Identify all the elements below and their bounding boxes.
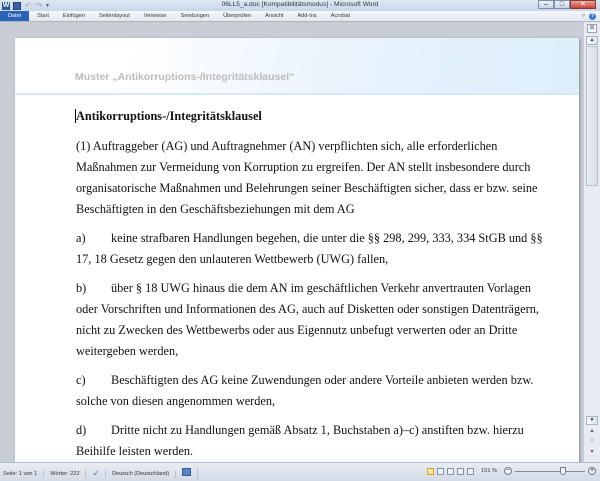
status-left bbox=[3, 468, 198, 479]
list-item-text: Dritte nicht zu Handlungen gemäß Absatz 1, Buchstaben a)–c) anstiften bzw. hierzu Beihilfe leisten werden. bbox=[76, 423, 524, 458]
customize-qat-icon[interactable]: ▾ bbox=[46, 2, 50, 9]
page-count[interactable]: Seite: 1 von 1 bbox=[3, 470, 44, 478]
tab-add-ins[interactable]: Add-Ins bbox=[297, 13, 317, 19]
tab-ueberpruefen[interactable]: Überprüfen bbox=[223, 13, 252, 19]
list-item-label: a) bbox=[76, 231, 86, 245]
language-indicator[interactable]: Deutsch (Deutschland) bbox=[106, 470, 176, 478]
minimize-button[interactable]: – bbox=[538, 0, 554, 9]
title-bar bbox=[0, 0, 600, 11]
view-outline-button[interactable] bbox=[457, 468, 464, 475]
status-right bbox=[427, 467, 596, 475]
ribbon bbox=[0, 11, 600, 22]
scroll-down-button[interactable]: ▼ bbox=[586, 416, 598, 425]
ribbon-tabs bbox=[0, 11, 600, 21]
macro-recording[interactable] bbox=[176, 468, 198, 479]
tab-verweise[interactable]: Verweise bbox=[143, 13, 167, 19]
tab-start[interactable]: Start bbox=[37, 13, 49, 19]
document-body[interactable] bbox=[76, 108, 546, 462]
view-print-layout-button[interactable] bbox=[427, 468, 434, 475]
ribbon-right-controls bbox=[582, 12, 596, 20]
list-item-a bbox=[76, 228, 546, 270]
close-button[interactable]: ✕ bbox=[570, 0, 596, 9]
text-cursor bbox=[75, 109, 76, 123]
proofing-icon[interactable]: ✓ bbox=[86, 470, 106, 478]
view-full-screen-reading-button[interactable] bbox=[437, 468, 444, 475]
document-area bbox=[0, 22, 583, 462]
select-browse-object-icon[interactable]: ○ bbox=[590, 438, 594, 444]
window-controls bbox=[538, 0, 596, 9]
document-page[interactable] bbox=[15, 38, 579, 462]
zoom-slider-thumb[interactable] bbox=[560, 467, 566, 475]
zoom-out-button[interactable]: − bbox=[505, 467, 511, 474]
list-item-label: d) bbox=[76, 423, 87, 437]
list-item-d bbox=[76, 420, 546, 462]
view-web-layout-button[interactable] bbox=[447, 468, 454, 475]
list-item-text: keine strafbaren Handlungen begehen, die unter die §§ 298, 299, 333, 334 StGB und §§ 17, 18 Gesetz gegen den unlauteren Wettbewerb (UWG) fallen, bbox=[76, 231, 543, 266]
next-page-icon[interactable]: ▾ bbox=[590, 449, 594, 455]
maximize-button[interactable]: □ bbox=[554, 0, 570, 9]
minimize-ribbon-icon[interactable]: ▿ bbox=[581, 13, 585, 19]
redo-icon[interactable]: ↷ bbox=[35, 0, 43, 10]
window-title: 06LL5_a.doc [Kompatibilitätsmodus] - Microsoft Word bbox=[221, 1, 379, 8]
zoom-slider-track bbox=[515, 471, 585, 472]
zoom-slider[interactable] bbox=[515, 467, 585, 475]
zoom-level[interactable]: 151 % bbox=[481, 468, 497, 474]
list-item-text: Beschäftigten des AG keine Zuwendungen oder andere Vorteile anbieten werden bzw. solche von diesen angenommen werden, bbox=[76, 373, 534, 408]
help-icon[interactable]: ? bbox=[590, 12, 595, 19]
list-item-b bbox=[76, 278, 546, 362]
list-item-label: c) bbox=[76, 373, 86, 387]
tab-sendungen[interactable]: Sendungen bbox=[180, 13, 210, 19]
word-count[interactable]: Wörter: 222 bbox=[44, 470, 86, 478]
paragraph-text: (1) Auftraggeber (AG) und Auftragnehmer (AN) verpflichten sich, alle erforderlichen Maßnahmen zur Vermeidung von Korruption zu ergreifen. Der AN stellt insbesondere durch organisatorische Maßnahmen und Belehrungen seiner Beschäftigten sicher, dass er bzw. seine Beschäftigten in den Geschäftsbeziehungen mit dem AG bbox=[76, 139, 538, 216]
list-item-label: b) bbox=[76, 281, 87, 295]
document-heading bbox=[76, 108, 546, 124]
tab-datei[interactable]: Datei bbox=[0, 11, 29, 21]
undo-icon[interactable]: ↶ bbox=[24, 0, 32, 10]
macro-icon bbox=[182, 468, 191, 476]
tab-einfuegen[interactable]: Einfügen bbox=[62, 13, 85, 19]
tab-ansicht[interactable]: Ansicht bbox=[265, 13, 284, 19]
status-bar bbox=[0, 462, 600, 481]
list-item-text: über § 18 UWG hinaus die dem AN im geschäftlichen Verkehr anvertrauten Vorlagen oder Vorschriften und Informationen des AG, auch auf Disketten oder sonstigen Datenträgern, nicht zu Zwecken des Wettbewerbs oder aus Eigennutz unbefugt verwerten oder an Dritte weitergeben werden, bbox=[76, 281, 539, 358]
tab-seitenlayout[interactable]: Seitenlayout bbox=[98, 13, 130, 19]
vertical-scrollbar[interactable] bbox=[583, 22, 600, 462]
document-heading-text: Antikorruptions-/Integritätsklausel bbox=[76, 109, 262, 123]
ruler-toggle-icon[interactable]: ⊞ bbox=[587, 24, 597, 33]
page-header bbox=[15, 38, 579, 95]
scroll-thumb[interactable] bbox=[586, 46, 598, 186]
header-text: Muster „Antikorruptions-/Integritätsklausel“ bbox=[75, 71, 295, 83]
list-item-c bbox=[76, 370, 546, 412]
zoom-in-button[interactable]: + bbox=[589, 467, 595, 474]
paragraph-1 bbox=[76, 136, 546, 220]
previous-page-icon[interactable]: ▴ bbox=[590, 428, 594, 434]
view-draft-button[interactable] bbox=[467, 468, 474, 475]
tab-acrobat[interactable]: Acrobat bbox=[330, 13, 351, 19]
scroll-up-button[interactable]: ▲ bbox=[586, 36, 598, 45]
word-app-icon[interactable]: W bbox=[2, 1, 10, 9]
